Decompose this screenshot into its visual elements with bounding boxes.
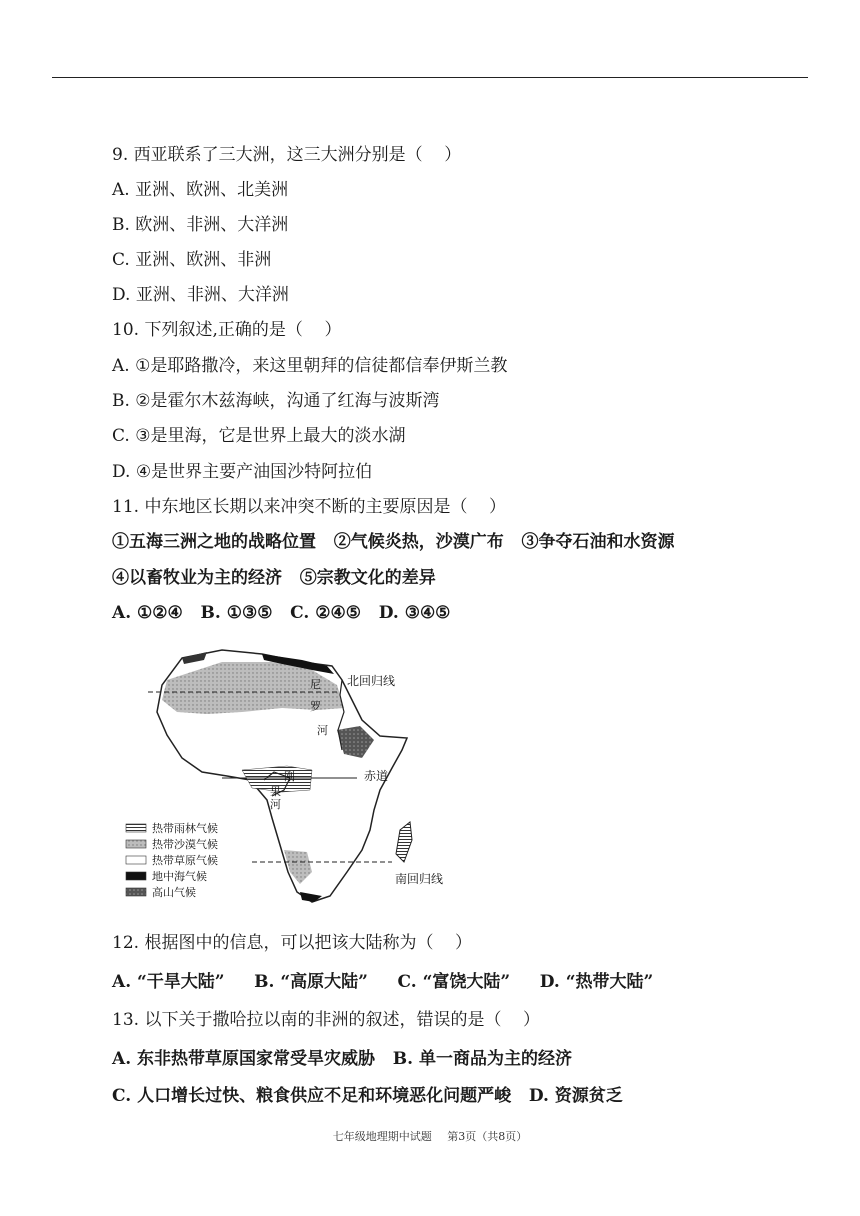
label-equator: 赤道 <box>364 769 389 783</box>
page-footer <box>0 1128 860 1144</box>
africa-climate-map <box>112 640 532 910</box>
footer-title: 七年级地理期中试题 <box>332 1130 432 1143</box>
legend-rainforest: 热带雨林气候 <box>152 822 218 835</box>
label-nile-3: 河 <box>317 724 328 737</box>
q9-option-c: C. 亚洲、欧洲、非洲 <box>112 250 272 270</box>
madagascar <box>396 822 412 862</box>
q9-option-d: D. 亚洲、非洲、大洋洲 <box>112 285 289 305</box>
q13-stem: 13. 以下关于撒哈拉以南的非洲的叙述，错误的是（ ） <box>112 1010 541 1030</box>
label-congo-1: 刚 <box>284 770 295 783</box>
q13-options-line2: C. 人口增长过快、粮食供应不足和环境恶化问题严峻 D. 资源贫乏 <box>112 1086 623 1106</box>
q11-options: A. ①②④ B. ①③⑤ C. ②④⑤ D. ③④⑤ <box>112 603 451 623</box>
label-tropic-south: 南回归线 <box>395 872 444 886</box>
legend-savanna: 热带草原气候 <box>152 854 218 867</box>
q12-options: A. “干旱大陆” B. “高原大陆” C. “富饶大陆” D. “热带大陆” <box>112 972 654 992</box>
label-tropic-north: 北回归线 <box>347 674 396 688</box>
legend-desert: 热带沙漠气候 <box>152 838 218 851</box>
q10-option-d: D. ④是世界主要产油国沙特阿拉伯 <box>112 462 373 482</box>
q11-reasons-line1: ①五海三洲之地的战略位置 ②气候炎热，沙漠广布 ③争夺石油和水资源 <box>112 532 675 552</box>
q11-reasons-line2: ④以畜牧业为主的经济 ⑤宗教文化的差异 <box>112 568 436 588</box>
q10-option-a: A. ①是耶路撒冷，来这里朝拜的信徒都信奉伊斯兰教 <box>112 356 508 376</box>
q10-option-b: B. ②是霍尔木兹海峡，沟通了红海与波斯湾 <box>112 391 440 411</box>
label-nile-1: 尼 <box>310 678 321 691</box>
label-congo-3: 河 <box>270 798 281 811</box>
q13-options-line1: A. 东非热带草原国家常受旱灾威胁 B. 单一商品为主的经济 <box>112 1049 572 1069</box>
q9-option-b: B. 欧洲、非洲、大洋洲 <box>112 215 289 235</box>
header-rule <box>52 77 808 78</box>
map-legend <box>126 821 218 899</box>
label-nile-2: 罗 <box>310 700 321 713</box>
q12-stem: 12. 根据图中的信息，可以把该大陆称为（ ） <box>112 933 473 953</box>
q10-option-c: C. ③是里海，它是世界上最大的淡水湖 <box>112 426 406 446</box>
q11-stem: 11. 中东地区长期以来冲突不断的主要原因是（ ） <box>112 497 507 517</box>
legend-highland: 高山气候 <box>152 886 196 899</box>
q10-stem: 10. 下列叙述,正确的是（ ） <box>112 320 342 340</box>
legend-mediterranean: 地中海气候 <box>152 870 207 883</box>
q9-stem: 9. 西亚联系了三大洲，这三大洲分别是（ ） <box>112 145 462 165</box>
label-congo-2: 果 <box>270 785 281 798</box>
q9-option-a: A. 亚洲、欧洲、北美洲 <box>112 180 289 200</box>
footer-page-number: 第3页（共8页） <box>447 1130 528 1143</box>
